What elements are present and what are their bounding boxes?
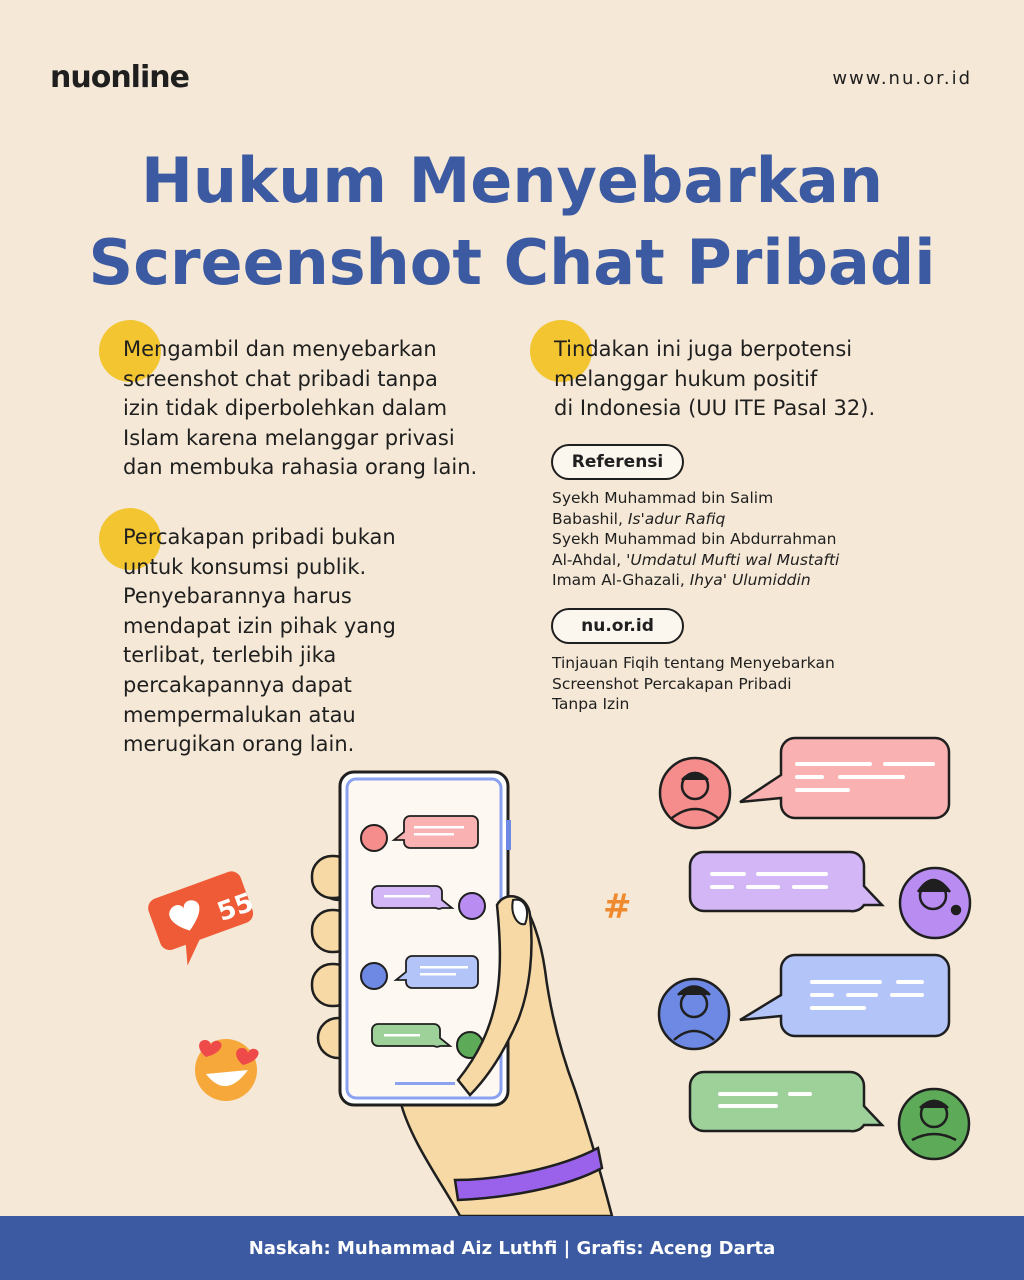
paragraph-line: Percakapan pribadi bukan	[123, 525, 396, 549]
avatar-green	[899, 1089, 969, 1159]
paragraph-line: screenshot chat pribadi tanpa	[123, 366, 438, 391]
source-line: Tinjauan Fiqih tentang Menyebarkan	[552, 654, 835, 672]
paragraph-line: percakapannya dapat	[123, 672, 352, 697]
paragraph-line: mendapat izin pihak yang	[123, 613, 396, 638]
paragraph-line: izin tidak diperbolehkan dalam	[123, 396, 448, 421]
heart-eyes-emoji-icon	[195, 1039, 259, 1101]
hashtag-icon: #	[603, 887, 632, 927]
title-line-1: Hukum Menyebarkan	[141, 144, 883, 217]
credits-footer: Naskah: Muhammad Aiz Luthfi | Grafis: Aceng Darta	[0, 1216, 1024, 1280]
chat-bubble-blue	[740, 955, 949, 1036]
paragraph-line: dan membuka rahasia orang lain.	[123, 455, 478, 480]
avatar-blue	[659, 979, 729, 1049]
paragraph-line: Islam karena melanggar privasi	[123, 425, 455, 450]
source-line: Tanpa Izin	[552, 695, 630, 713]
paragraph-line: mempermalukan atau	[123, 702, 356, 727]
reference-line: Imam Al-Ghazali, Ihya' Ulumiddin	[552, 571, 811, 589]
paragraph-line: Mengambil dan menyebarkan	[123, 337, 437, 361]
references-pill: Referensi	[551, 444, 684, 480]
chat-bubble-purple	[690, 852, 882, 911]
nuonline-logo: nuonline	[50, 60, 189, 95]
paragraph-line: merugikan orang lain.	[123, 732, 355, 757]
paragraph-line: di Indonesia (UU ITE Pasal 32).	[554, 396, 876, 421]
paragraph-line: Tindakan ini juga berpotensi	[554, 337, 853, 361]
chat-bubble-green	[690, 1072, 882, 1131]
reference-line: Syekh Muhammad bin Abdurrahman	[552, 530, 837, 548]
avatar-purple	[900, 868, 970, 938]
avatar-red	[660, 758, 730, 828]
reference-line: Al-Ahdal, 'Umdatul Mufti wal Mustafti	[552, 550, 840, 569]
source-pill: nu.or.id	[551, 608, 684, 644]
title-line-2: Screenshot Chat Pribadi	[88, 226, 936, 299]
paragraph-line: terlibat, terlebih jika	[123, 643, 337, 668]
paragraph-line: Penyebarannya harus	[123, 584, 352, 609]
site-url: www.nu.or.id	[832, 68, 972, 89]
chat-bubble-pink	[740, 738, 949, 818]
reference-line: Syekh Muhammad bin Salim	[552, 489, 774, 507]
source-line: Screenshot Percakapan Pribadi	[552, 674, 792, 693]
like-count: 55	[213, 887, 258, 928]
reference-line: Babashil, Is'adur Rafiq	[552, 509, 726, 528]
paragraph-line: untuk konsumsi publik.	[123, 554, 367, 579]
paragraph-line: melanggar hukum positif	[554, 366, 818, 391]
